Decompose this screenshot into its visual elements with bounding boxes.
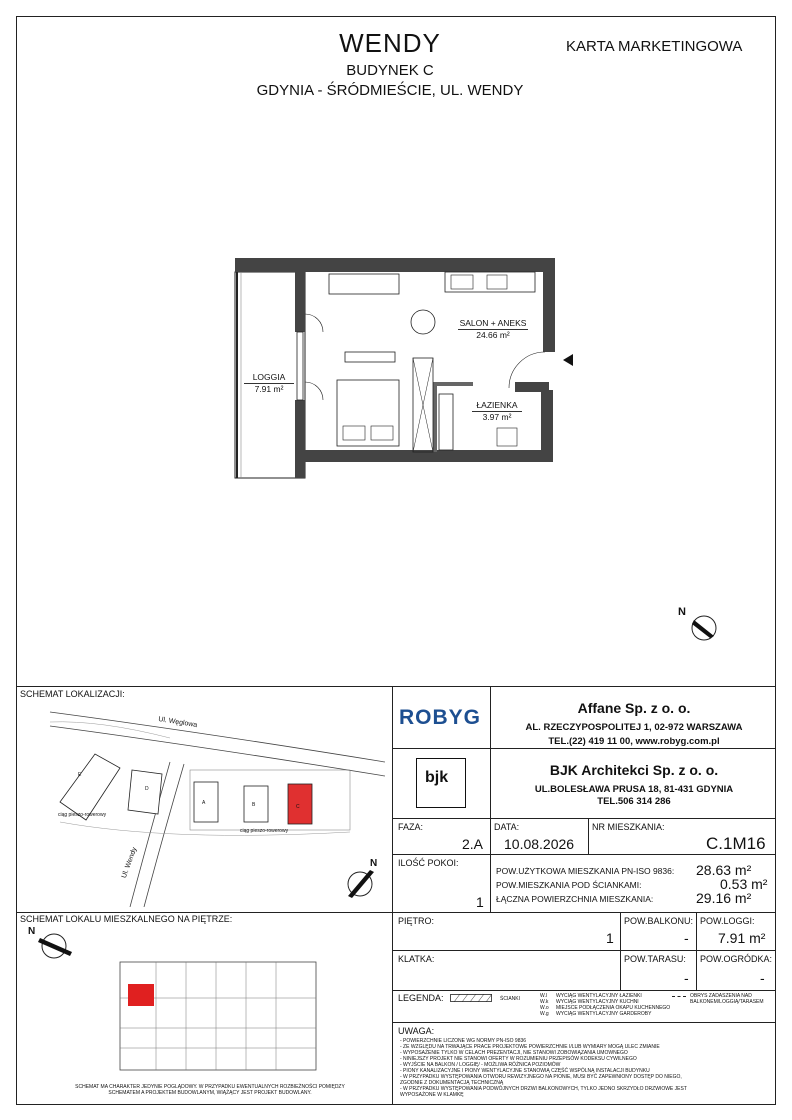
roof-outline-icon (672, 996, 686, 997)
floor-schematic (116, 958, 321, 1076)
compass-icon (680, 604, 720, 644)
terrace-label: POW.TARASU: (624, 954, 686, 964)
location-compass-north: N (370, 858, 378, 869)
investor-address: AL. RZECZYPOSPOLITEJ 1, 02-972 WARSZAWA (525, 722, 743, 733)
divider-info-top (392, 818, 776, 819)
architect-address: UL.BOLESŁAWA PRUSA 18, 81-431 GDYNIA (534, 784, 734, 795)
divider-info-3 (490, 854, 491, 912)
building-c (288, 784, 312, 824)
floor-plan-disclaimer: SCHEMAT MA CHARAKTER JEDYNIE POGLĄDOWY. W PRZYPADKU EWENTUALNYCH ROZBIEŻNOŚCI POMIĘDZY SCHEMATEM A PROJEKTEM BUDOWLANYM, WIĄŻĄCY JEST PROJEKT BUDOWLANY. (75, 1084, 345, 1096)
street-label-weglowa: Ul. Węglowa (157, 715, 198, 730)
under-walls-value: 0.53 m² (720, 876, 768, 892)
wall-left-upper (295, 272, 305, 332)
date-label: DATA: (494, 822, 520, 832)
staircase-label: KLATKA: (398, 954, 435, 964)
location-map (40, 702, 385, 907)
window-left (297, 332, 303, 400)
floor-plan-label: SCHEMAT LOKALU MIESZKALNEGO NA PIĘTRZE: (20, 914, 233, 924)
room-label-bathroom (472, 400, 522, 423)
wall-right-upper (543, 272, 555, 352)
divider-info-4 (620, 912, 621, 990)
room-name-loggia: LOGGIA (244, 372, 294, 384)
dining-table (411, 310, 435, 334)
robyg-logo: ROBYG (399, 706, 482, 729)
legend-code-1: W.l (540, 993, 547, 999)
investor-name: Affane Sp. z o. o. (577, 700, 691, 716)
wall-hatch-icon (450, 994, 492, 1002)
apartment-plan (225, 250, 585, 490)
legend-walls: ŚCIANKI (500, 996, 521, 1002)
rooms-value: 1 (476, 894, 484, 910)
rooms-label: ILOŚĆ POKOI: (398, 858, 459, 868)
faza-value: 2.A (462, 836, 484, 852)
entry-arrow (563, 354, 573, 366)
compass-north-label: N (678, 606, 686, 618)
legend-item-3: MIEJSCE PODŁĄCZENIA OKAPU KUCHENNEGO (556, 1005, 671, 1011)
wall-top (235, 258, 555, 272)
under-walls-label: POW.MIESZKANIA POD ŚCIANKAMI: (496, 880, 642, 890)
building-b (244, 786, 268, 822)
note-3: - WYPOSAŻENIE TYLKO W CELACH PREZENTACJI, NIE STANOWI ZOBOWIĄZANIA UMOWNEGO (400, 1050, 628, 1056)
divider-info-row5 (392, 1022, 776, 1023)
legend-item-1: WYCIĄG WENTYLACYJNY ŁAZIENKI (556, 993, 642, 999)
divider-logo (490, 686, 491, 818)
room-area-salon: 24.66 m² (476, 330, 510, 340)
legend-item-2: WYCIĄG WENTYLACYJNY KUCHNI (556, 999, 639, 1005)
building-label-d: D (145, 786, 149, 792)
divider-info-5 (696, 912, 697, 990)
divider-info-2 (588, 818, 589, 854)
street-label-wendy: Ul. Wendy (120, 846, 139, 880)
divider-bottom-section (16, 686, 776, 687)
divider-info-row4 (392, 990, 776, 991)
floor-value: 1 (606, 930, 614, 946)
room-label-salon (458, 318, 528, 341)
floor-compass-north: N (28, 926, 36, 937)
sofa (329, 274, 399, 294)
note-1: - POWIERZCHNIE LICZONE WG NORMY PN-ISO 9836 (400, 1038, 527, 1044)
divider-investor (392, 748, 776, 749)
total-area-value: 29.16 m² (696, 890, 752, 906)
sink (487, 275, 507, 289)
floor-label: PIĘTRO: (398, 916, 435, 926)
note-2: - ZE WZGLĘDU NA TRWAJĄCE PRACE PROJEKTOWE POWIERZCHNIE I/LUB WYMIARY MOGĄ ULEC ZMIANIE (400, 1044, 660, 1050)
divider-info-row3 (392, 950, 776, 951)
date-value: 10.08.2026 (504, 836, 575, 852)
note-6: - PIONY KANALIZACYJNE I PIONY WENTYLACYJNE STANOWIĄ CZĘŚĆ WSPÓLNĄ INSTALACJI BUDYNKU (400, 1068, 650, 1074)
highlighted-apartment (128, 984, 154, 1006)
bjk-logo-text: bjk (425, 769, 449, 786)
wall-bath-top (433, 382, 473, 386)
architect-name: BJK Architekci Sp. z o. o. (549, 762, 719, 778)
building-a (194, 782, 218, 822)
divider-info-1 (490, 818, 491, 854)
note-4: - NINIEJSZY PROJEKT NIE STANOWI OFERTY W ROZUMIENIU PRZEPISÓW KODEKSU CYWILNEGO (400, 1056, 637, 1062)
divider-info-row1 (392, 854, 776, 855)
building-name: BUDYNEK C (346, 62, 434, 79)
bathtub (439, 394, 453, 450)
garden-value: - (760, 970, 765, 986)
washbasin (497, 428, 517, 446)
building-d (128, 770, 162, 814)
legend-code-3: W.o (540, 1005, 549, 1011)
tv-cabinet (345, 352, 395, 362)
apartment-number-value: C.1M16 (706, 834, 766, 853)
document-type: KARTA MARKETINGOWA (566, 38, 743, 55)
loggia-area-value: 7.91 m² (718, 930, 766, 946)
note-7: - W PRZYPADKU WYSTĘPOWANIA OTWORU REWIZYJNEGO NA PIONIE, MUSI BYĆ ZAPEWNIONY DOSTĘP DO NIEGO, ZGODNIE Z DOKUMENTACJĄ TECHNICZNĄ (400, 1074, 682, 1086)
garden-label: POW.OGRÓDKA: (700, 954, 773, 964)
building-label-b: B (252, 802, 256, 808)
building-label-c: C (296, 804, 300, 810)
architect-contact: TEL.506 314 286 (597, 796, 671, 807)
legend-item-4: WYCIĄG WENTYLACYJNY GARDEROBY (556, 1011, 652, 1017)
room-area-bathroom: 3.97 m² (482, 412, 512, 422)
note-5: - WYJŚCIE NA BALKON / LOGGIĘ/ - MOŻLIWA RÓŻNICA POZIOMÓW (400, 1062, 561, 1068)
path-label-1: ciąg pieszo-rowerowy (58, 812, 107, 818)
faza-label: FAZA: (398, 822, 424, 832)
cooktop (451, 275, 473, 289)
wall-left-lower (295, 400, 305, 478)
total-area-label: ŁĄCZNA POWIERZCHNIA MIESZKANIA: (496, 894, 654, 904)
bed (337, 380, 399, 446)
usable-area-label: POW.UŻYTKOWA MIESZKANIA PN-ISO 9836: (496, 866, 675, 876)
sheet-frame (16, 16, 776, 1105)
legend-code-2: W.k (540, 999, 549, 1005)
bjk-logo (416, 758, 466, 808)
divider-info-row2 (392, 912, 776, 913)
note-8: - W PRZYPADKU WYSTĘPOWANIA PODWÓJNYCH DRZWI BALKONOWYCH, TYLKO JEDNO SKRZYDŁO DRZWIOWE JEST WYPOSAŻONE W KLAMKĘ (400, 1086, 687, 1098)
room-area-loggia: 7.91 m² (254, 384, 284, 394)
legend-label: LEGENDA: (398, 993, 444, 1003)
divider-left (16, 912, 392, 913)
wall-right-lower (541, 390, 553, 462)
project-location: GDYNIA - ŚRÓDMIEŚCIE, UL. WENDY (256, 82, 524, 99)
loggia-area-label: POW.LOGGI: (700, 916, 755, 926)
usable-area-value: 28.63 m² (696, 862, 752, 878)
notes-list (400, 1038, 700, 1098)
legend-roof-outline: OBRYS ZADASZENIA NAD BALKONEM/LOGGIĄ/TARASEM (690, 993, 764, 1005)
balcony-value: - (684, 930, 689, 946)
location-map-label: SCHEMAT LOKALIZACJI: (20, 689, 125, 699)
investor-contact: TEL.(22) 419 11 00, www.robyg.com.pl (548, 736, 720, 747)
project-title: WENDY (339, 28, 441, 58)
room-name-bathroom: ŁAZIENKA (472, 400, 522, 412)
balcony-label: POW.BALKONU: (624, 916, 694, 926)
apartment-number-label: NR MIESZKANIA: (592, 822, 665, 832)
legend-code-4: W.g (540, 1011, 549, 1017)
building-label-e: E (78, 772, 82, 778)
room-name-salon: SALON + ANEKS (459, 318, 527, 328)
notes-label: UWAGA: (398, 1026, 435, 1036)
wall-entry (515, 382, 549, 392)
terrace-value: - (684, 970, 689, 986)
wall-bath-left (433, 382, 437, 452)
room-label-loggia (244, 372, 294, 395)
building-e (60, 754, 120, 820)
path-label-2: ciąg pieszo-rowerowy (240, 828, 289, 834)
building-label-a: A (202, 800, 206, 806)
